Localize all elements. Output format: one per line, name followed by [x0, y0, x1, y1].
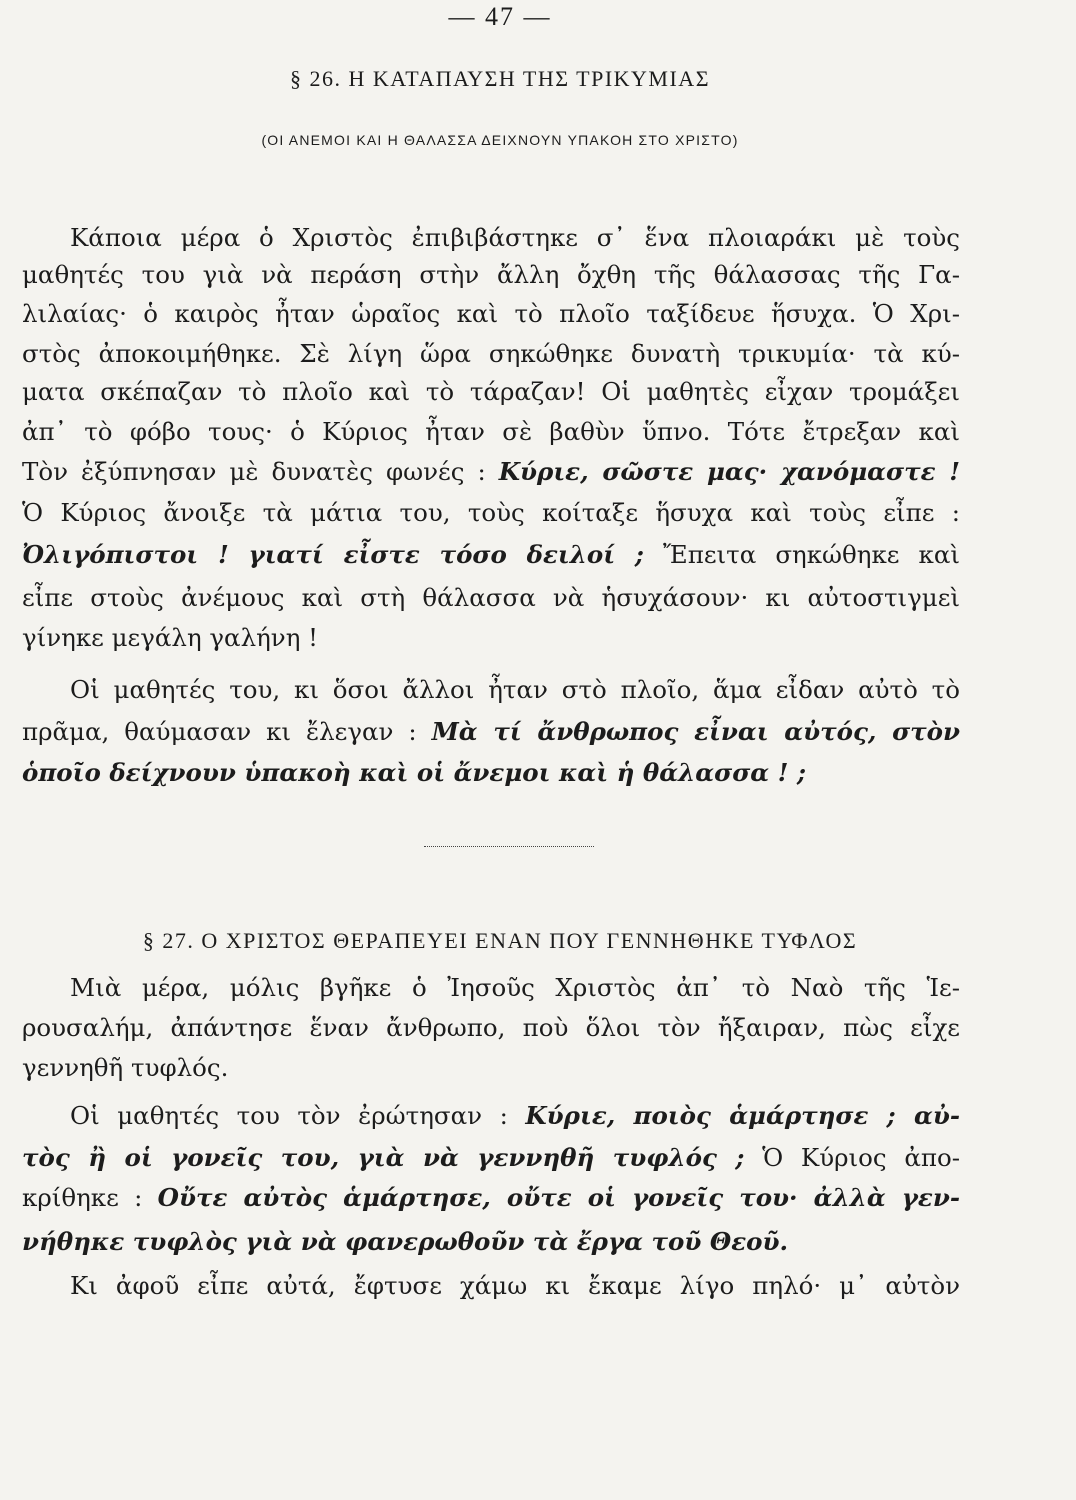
emphasis-text: τὸς ἢ οἱ γονεῖς του, γιὰ νὰ γεννηθῆ τυφλός ;	[22, 1143, 745, 1172]
plain-text: ματα σκέπαζαν τὸ πλοῖο καὶ τὸ τάραζαν! Οἱ μαθητὲς εἶχαν τρομάξει	[22, 377, 960, 406]
plain-text: Κι ἀφοῦ εἶπε αὐτά, ἔφτυσε χάμω κι ἔκαμε λίγο πηλό· μ᾽ αὐτὸν	[70, 1271, 960, 1300]
page-number: — 47 —	[448, 2, 552, 31]
plain-text: στὸς ἀποκοιμήθηκε. Σὲ λίγη ὥρα σηκώθηκε δυνατὴ τρικυμία· τὰ κύ-	[22, 339, 960, 368]
section-26-title: § 26. Η ΚΑΤΑΠΑΥΣΗ ΤΗΣ ΤΡΙΚΥΜΙΑΣ	[289, 66, 711, 91]
section-27-title: § 27. Ο ΧΡΙΣΤΟΣ ΘΕΡΑΠΕΥΕΙ ΕΝΑΝ ΠΟΥ ΓΕΝΝΗΘΗΚΕ ΤΥΦΛΟΣ	[142, 928, 858, 953]
text-line	[70, 1268, 960, 1304]
text-line	[70, 1098, 960, 1134]
text-line	[22, 620, 960, 656]
plain-text: μαθητές του γιὰ νὰ περάση στὴν ἄλλη ὄχθη τῆς θάλασσας τῆς Γα-	[22, 260, 960, 289]
emphasis-text: Ὀλιγόπιστοι ! γιατί εἶστε τόσο δειλοί ;	[22, 540, 644, 569]
text-line	[22, 374, 960, 410]
plain-text: Μιὰ μέρα, μόλις βγῆκε ὁ Ἰησοῦς Χριστὸς ἀπ᾽ τὸ Ναὸ τῆς Ἱε-	[70, 973, 960, 1002]
plain-text: Οἱ μαθητές του τὸν ἐρώτησαν :	[70, 1101, 526, 1130]
text-line	[22, 580, 960, 616]
text-line	[22, 537, 960, 573]
text-line	[22, 495, 960, 531]
text-line	[70, 970, 960, 1006]
emphasis-text: Κύριε, σῶστε μας· χανόμαστε !	[498, 457, 960, 486]
text-line	[22, 1050, 960, 1086]
plain-text: λιλαίας· ὁ καιρὸς ἦταν ὡραῖος καὶ τὸ πλοῖο ταξίδευε ἥσυχα. Ὁ Χρι-	[22, 299, 960, 328]
text-line	[22, 714, 960, 750]
plain-text: Οἱ μαθητές του, κι ὅσοι ἄλλοι ἦταν στὸ πλοῖο, ἅμα εἶδαν αὐτὸ τὸ	[70, 675, 960, 704]
plain-text: Ἔπειτα σηκώθηκε καὶ	[643, 540, 960, 569]
text-line	[70, 220, 960, 256]
emphasis-text: ὁποῖο δείχνουν ὑπακοὴ καὶ οἱ ἄνεμοι καὶ ἡ θάλασσα ! ;	[22, 758, 806, 787]
text-line	[22, 1180, 960, 1216]
emphasis-text: Μὰ τί ἄνθρωπος εἶναι αὐτός, στὸν	[431, 717, 960, 746]
text-line	[22, 1010, 960, 1046]
plain-text: πρᾶμα, θαύμασαν κι ἔλεγαν :	[22, 717, 432, 746]
plain-text: Κάποια μέρα ὁ Χριστὸς ἐπιβιβάστηκε σ᾽ ἕνα πλοιαράκι μὲ τοὺς	[70, 223, 960, 252]
section-26-subtitle: (ΟΙ ΑΝΕΜΟΙ ΚΑΙ Η ΘΑΛΑΣΣΑ ΔΕΙΧΝΟΥΝ ΥΠΑΚΟΗ ΣΤΟ ΧΡΙΣΤΟ)	[261, 132, 739, 148]
emphasis-text: Οὔτε αὐτὸς ἁμάρτησε, οὔτε οἱ γονεῖς του· ἀλλὰ γεν-	[157, 1183, 960, 1212]
plain-text: κρίθηκε :	[22, 1183, 158, 1212]
text-line	[22, 414, 960, 450]
plain-text: Ὁ Κύριος ἀπο-	[744, 1143, 960, 1172]
plain-text: ἀπ᾽ τὸ φόβο τους· ὁ Κύριος ἦταν σὲ βαθὺν ὕπνο. Τότε ἔτρεξαν καὶ	[22, 417, 960, 446]
text-line	[22, 454, 960, 490]
emphasis-text: Κύριε, ποιὸς ἁμάρτησε ; αὐ-	[525, 1101, 960, 1130]
text-line	[22, 755, 960, 791]
text-line	[70, 672, 960, 708]
text-line	[22, 1224, 960, 1260]
plain-text: εἶπε στοὺς ἀνέμους καὶ στὴ θάλασσα νὰ ἡσυχάσουν· κι αὐτοστιγμεὶ	[22, 583, 960, 612]
section-divider	[424, 846, 594, 847]
text-line	[22, 296, 960, 332]
plain-text: Τὸν ἐξύπνησαν μὲ δυνατὲς φωνές :	[22, 457, 499, 486]
plain-text: ρουσαλήμ, ἀπάντησε ἕναν ἄνθρωπο, ποὺ ὅλοι τὸν ἤξαιραν, πὼς εἶχε	[22, 1013, 960, 1042]
emphasis-text: νήθηκε τυφλὸς γιὰ νὰ φανερωθοῦν τὰ ἔργα τοῦ Θεοῦ.	[22, 1227, 788, 1256]
plain-text: γεννηθῆ τυφλός.	[22, 1053, 229, 1082]
text-line	[22, 1140, 960, 1176]
plain-text: γίνηκε μεγάλη γαλήνη !	[22, 623, 319, 652]
plain-text: Ὁ Κύριος ἄνοιξε τὰ μάτια του, τοὺς κοίταξε ἥσυχα καὶ τοὺς εἶπε :	[22, 498, 960, 527]
text-line	[22, 257, 960, 293]
text-line	[22, 336, 960, 372]
